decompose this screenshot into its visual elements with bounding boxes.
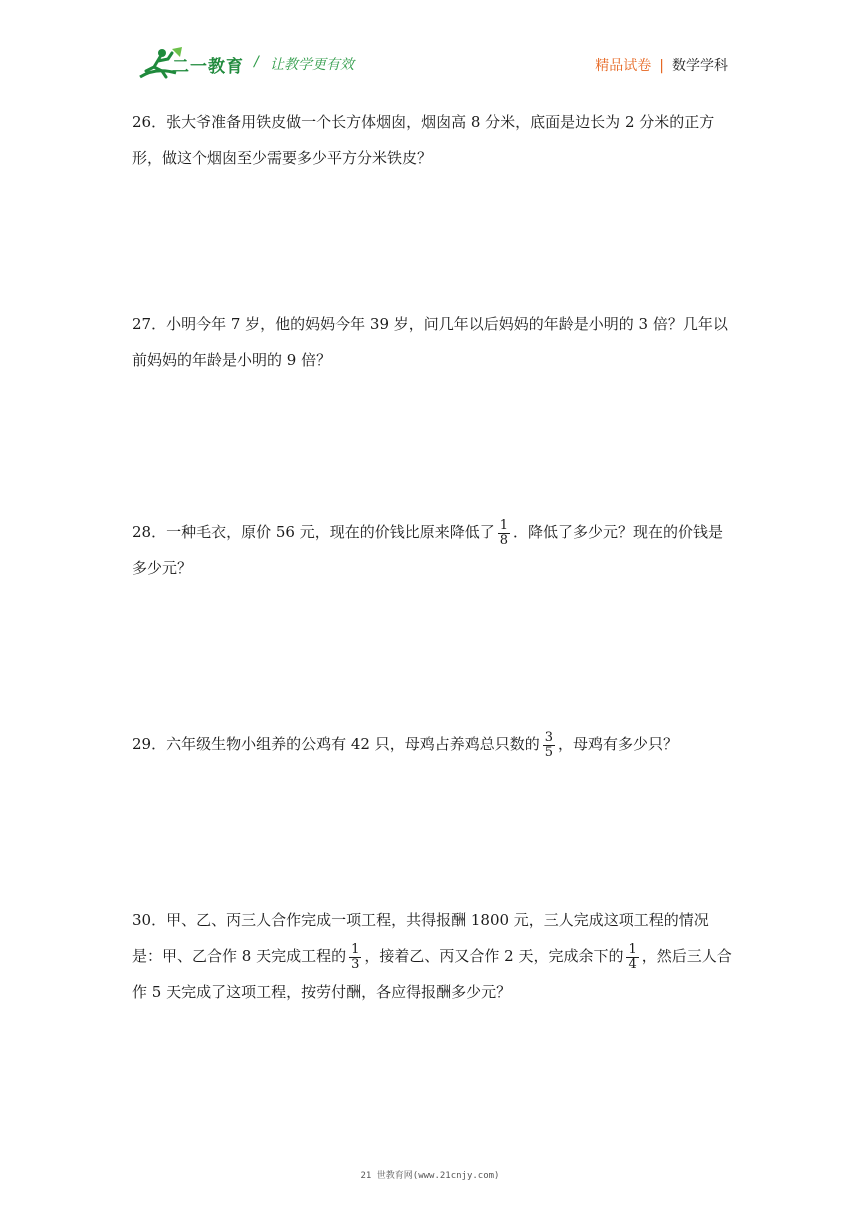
question-text: 26．张大爷准备用铁皮做一个长方体烟囱，烟囱高 8 分米，底面是边长为 2 分米的正方形，做这个烟囱至少需要多少平方分米铁皮？ xyxy=(132,113,715,167)
question-text: 29．六年级生物小组养的公鸡有 42 只，母鸡占养鸡总只数的 xyxy=(132,735,540,753)
brand-right: 数学学科 xyxy=(672,58,728,74)
brand-separator: | xyxy=(659,58,664,74)
fraction-numerator: 1 xyxy=(628,941,637,957)
fraction xyxy=(498,519,510,548)
question-text: ，接着乙、丙又合作 2 天，完成余下的 xyxy=(364,947,624,965)
fraction xyxy=(349,943,361,972)
question-29 xyxy=(132,726,732,762)
brand-left: 精品试卷 xyxy=(595,58,652,74)
question-text: ，然后三人合作 5 天完成了这项工程，按劳付酬，各应得报酬多少元？ xyxy=(132,947,732,1001)
question-28 xyxy=(132,514,732,586)
question-27 xyxy=(132,306,732,378)
fraction-numerator: 1 xyxy=(499,517,508,533)
logo-text: 二一教育 xyxy=(172,57,244,77)
fraction-denominator: 4 xyxy=(628,956,637,972)
fraction-denominator: 8 xyxy=(499,532,508,548)
fraction-denominator: 5 xyxy=(544,744,553,760)
fraction xyxy=(543,731,555,760)
question-text: 30．甲、乙、丙三人合作完成一项工程，共得报酬 1800 元，三人完成这项工程的情况是：甲、乙合作 8 天完成工程的 xyxy=(132,911,709,965)
question-text: ，母鸡有多少只？ xyxy=(558,735,679,753)
fraction-numerator: 1 xyxy=(351,941,360,957)
brand-label xyxy=(595,55,728,75)
question-text: 27．小明今年 7 岁，他的妈妈今年 39 岁，问几年以后妈妈的年龄是小明的 3 倍？几年以前妈妈的年龄是小明的 9 倍？ xyxy=(132,315,728,369)
fraction xyxy=(626,943,638,972)
question-text: 28．一种毛衣，原价 56 元，现在的价钱比原来降低了 xyxy=(132,523,495,541)
page-header xyxy=(0,0,860,90)
slogan: 让教学更有效 xyxy=(270,57,354,73)
page-footer: 21 世教育网(www.21cnjy.com) xyxy=(360,1171,500,1181)
question-text: ．降低了多少元？现在的价钱是多少元？ xyxy=(132,523,724,577)
question-26 xyxy=(132,104,732,176)
fraction-denominator: 3 xyxy=(351,956,360,972)
fraction-numerator: 3 xyxy=(544,729,553,745)
slogan-separator: / xyxy=(254,54,259,70)
question-30 xyxy=(132,902,732,1010)
